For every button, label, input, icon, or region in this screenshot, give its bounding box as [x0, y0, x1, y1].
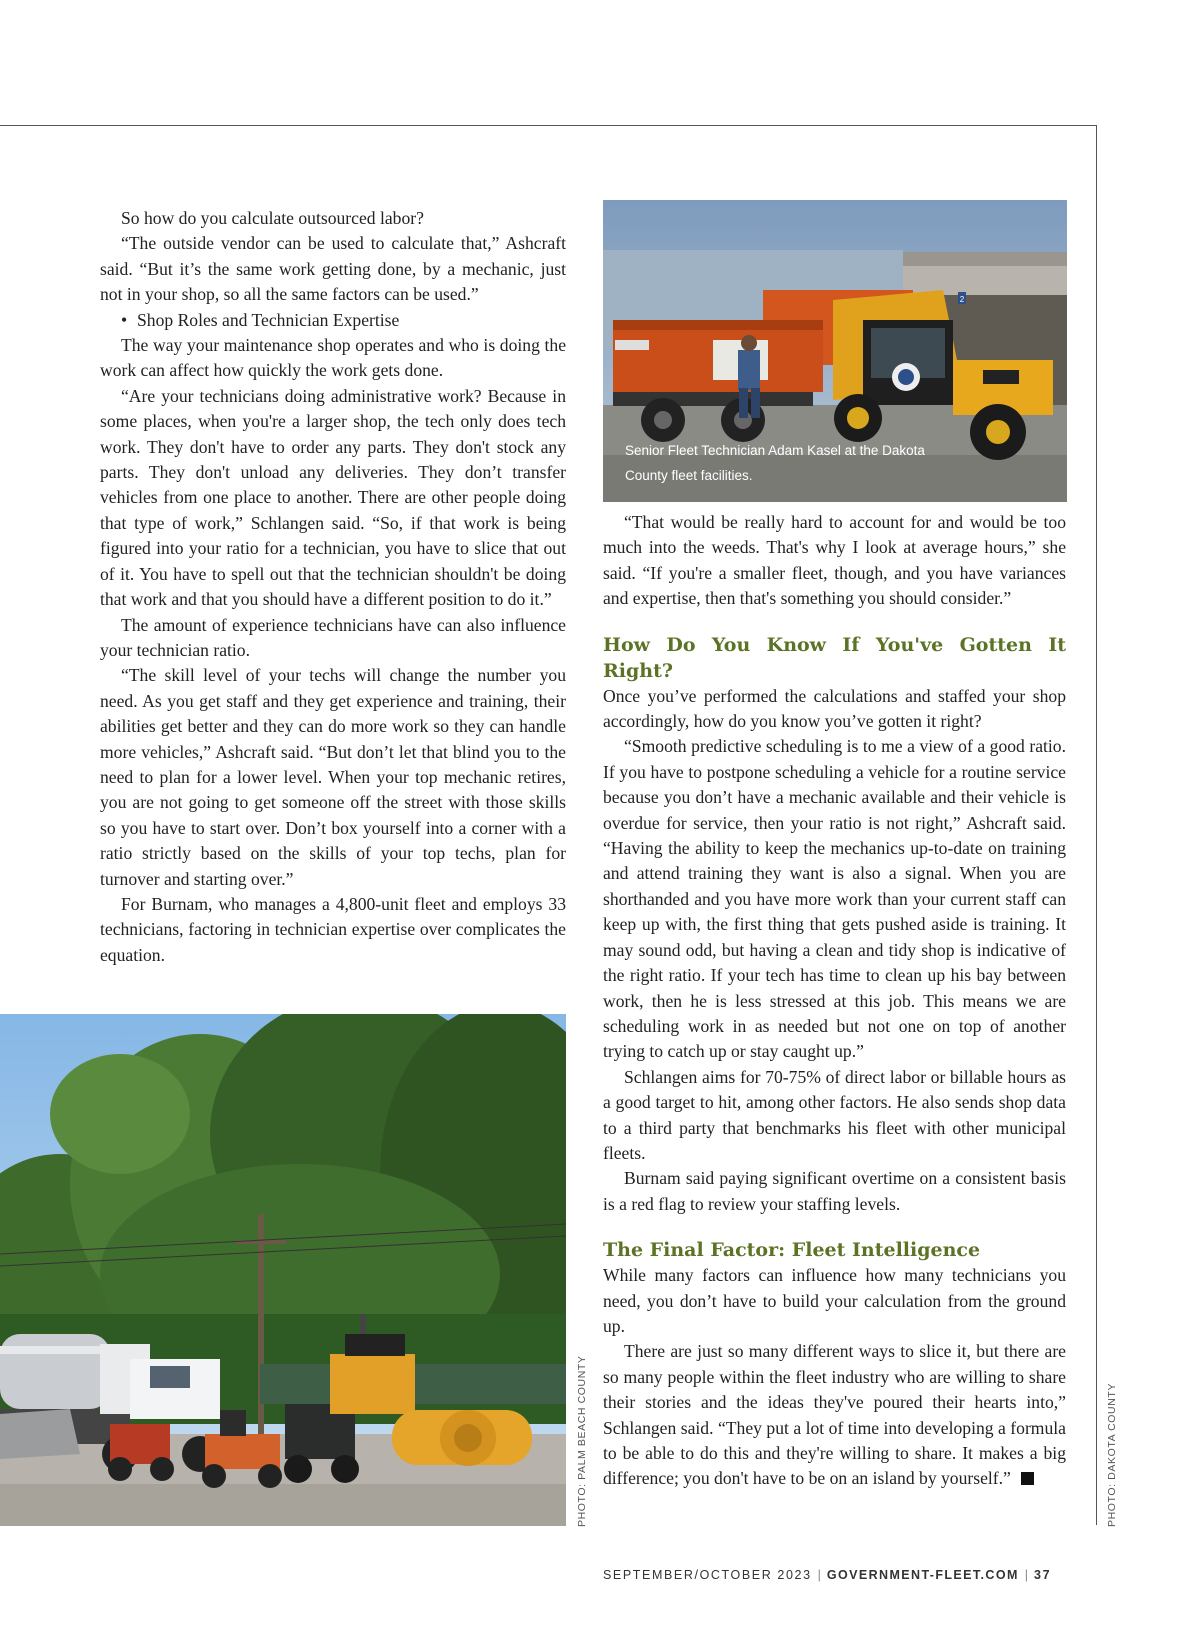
left-paragraph-2: “The outside vendor can be used to calculate that,” Ashcraft said. “But it’s the same work getting done, by a mechanic, just not in your shop, so all the same factors can be used.” [100, 233, 566, 305]
photo-palm-beach-illustration [0, 1014, 566, 1526]
footer-site: GOVERNMENT-FLEET.COM [826, 1568, 1019, 1582]
right-paragraph-7-text: There are just so many different ways to slice it, but there are so many people within the fleet industry who are willing to share their stories and the ideas they've poured their hearts into,” Schlangen said. “They put a lot of time into developing a formula to be able to do this and they're willing to share. It makes a big difference; you don't have to be on an island by yourself.” [603, 1341, 1066, 1489]
bullet-text: Shop Roles and Technician Expertise [137, 309, 400, 330]
left-paragraph-3: The way your maintenance shop operates and who is doing the work can affect how quickly the work gets done. [100, 335, 566, 381]
left-paragraph-5: The amount of experience technicians have can also influence your technician ratio. [100, 614, 566, 660]
right-paragraph-4: Schlangen aims for 70-75% of direct labor or billable hours as a good target to hit, among other factors. He also sends shop data to a third party that benchmarks his fleet with other municipal fleets. [603, 1066, 1066, 1163]
left-paragraph-1: So how do you calculate outsourced labor? [121, 208, 424, 228]
end-mark-icon [1021, 1472, 1034, 1485]
right-paragraph-3: “Smooth predictive scheduling is to me a view of a good ratio. If you have to postpone scheduling a vehicle for a routine service because you don’t have a mechanic available and their vehicle is overdue for service, then your ratio is not right,” Ashcraft said. “Having the ability to keep the mechanics up-to-date on training and attend training they want is also a signal. When you are shorthanded and you have more work than your current staff can keep up with, the first thing that gets pushed aside is training. It may sound odd, but having a clean and tidy shop is indicative of the right ratio. If your tech has time to clean up his bay between work, then he is less stressed at this job. This means we are scheduling work in as needed but not one on top of another trying to catch up or stay caught up.” [603, 736, 1066, 1062]
right-paragraph-7 [603, 1339, 1066, 1491]
photo-credit-dakota: PHOTO: DAKOTA COUNTY [1106, 1382, 1118, 1527]
right-paragraph-1: “That would be really hard to account for and would be too much into the weeds. That's why I look at average hours,” she said. “If you're a smaller fleet, though, and you have variances and expertise, then that's something you should consider.” [603, 512, 1066, 609]
page-number: 37 [1034, 1568, 1052, 1582]
photo-palm-beach-county [0, 1014, 566, 1526]
left-paragraph-6: “The skill level of your techs will change the number you need. As you get staff and they get experience and training, their abilities get better and they can do more work so they can handle more vehicles,” Ashcraft said. “But don’t let that blind you to the need to plan for a lower level. When your top mechanic retires, you are not going to get someone off the street with those skills so you have to start over. Don’t box yourself into a corner with a ratio strictly based on the skills of your top techs, plan for turnover and starting over.” [100, 665, 566, 889]
photo-dakota-county [603, 200, 1067, 502]
left-column [100, 206, 566, 968]
right-paragraph-2: Once you’ve performed the calculations and staffed your shop accordingly, how do you know you’ve gotten it right? [603, 685, 1066, 732]
bullet-icon: • [121, 309, 128, 330]
section-heading-1: How Do You Know If You've Gotten It Right? [603, 633, 1066, 682]
right-paragraph-6: While many factors can influence how many technicians you need, you don’t have to build your calculation from the ground up. [603, 1265, 1066, 1336]
frame-right-rule [1096, 125, 1097, 1525]
footer-separator-2: | [1024, 1568, 1029, 1582]
frame-top-rule [0, 125, 1096, 126]
bullet-item [100, 308, 566, 333]
photo-credit-palm-beach: PHOTO: PALM BEACH COUNTY [576, 1355, 588, 1527]
right-paragraph-5: Burnam said paying significant overtime on a consistent basis is a red flag to review your staffing levels. [603, 1168, 1066, 1214]
right-column [603, 510, 1066, 1492]
footer-separator: | [817, 1568, 821, 1582]
building-number: 2 [959, 295, 965, 304]
left-paragraph-7: For Burnam, who manages a 4,800-unit fleet and employs 33 technicians, factoring in technician expertise over complicates the equation. [100, 893, 566, 965]
photo-caption: Senior Fleet Technician Adam Kasel at the Dakota County fleet facilities. [625, 443, 925, 483]
left-paragraph-4: “Are your technicians doing administrative work? Because in some places, when you're a larger shop, the tech only does tech work. They don't have to order any parts. They don't stock any parts. They don't unload any deliveries. They don’t transfer vehicles from one place to another. There are other people doing that type of work,” Schlangen said. “So, if that work is being figured into your ratio for a technician, you have to slice that out of it. You have to spell out that the technician shouldn't be doing that work and that you should have a different position to do it.” [100, 385, 566, 610]
page-footer [603, 1568, 1070, 1582]
footer-issue: SEPTEMBER/OCTOBER 2023 [603, 1568, 812, 1582]
section-heading-2: The Final Factor: Fleet Intelligence [603, 1239, 981, 1262]
